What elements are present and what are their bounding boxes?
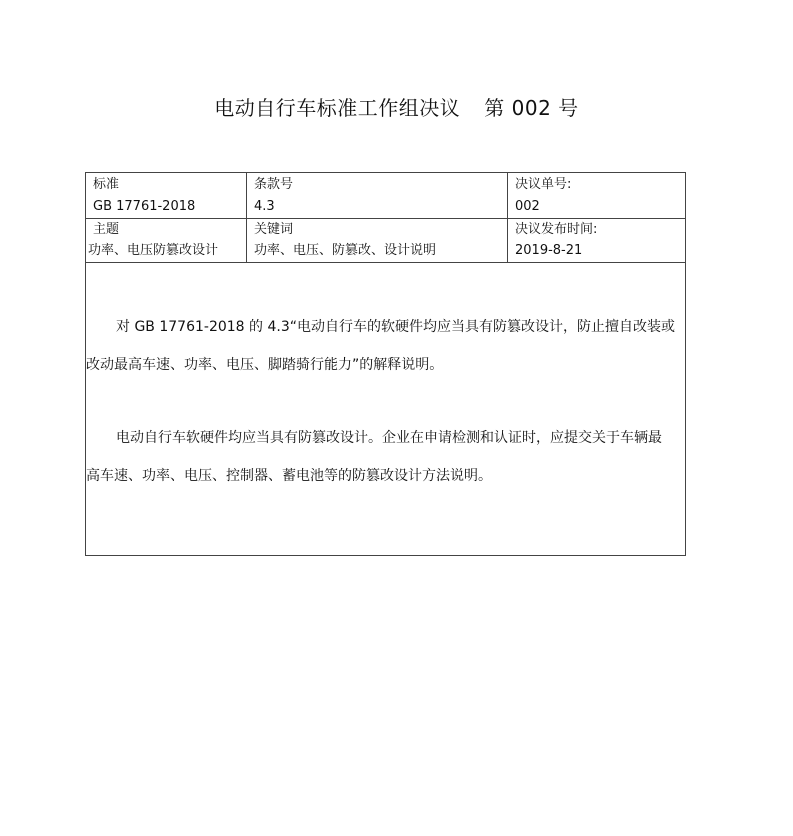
clause-value: 4.3 — [254, 199, 275, 214]
body-paragraph: 电动自行车软硬件均应当具有防篡改设计。企业在申请检测和认证时，应提交关于车辆最高车速、功率、电压、控制器、蓄电池等的防篡改设计方法说明。 — [86, 430, 662, 484]
publish-date-value: 2019-8-21 — [515, 243, 583, 258]
resolution-number-heading: 第 002 号 — [484, 96, 579, 120]
title-text: 电动自行车标准工作组决议 — [214, 96, 461, 120]
standard-value: GB 17761-2018 — [93, 199, 196, 214]
body-paragraph: 对 GB 17761-2018 的 4.3“电动自行车的软硬件均应当具有防篡改设计，防止擅自改装或改动最高车速、功率、电压、脚踏骑行能力”的解释说明。 — [86, 319, 675, 373]
standard-label: 标准 — [93, 177, 120, 192]
resolution-table — [85, 172, 686, 556]
publish-date-label: 决议发布时间: — [515, 222, 598, 237]
subject-value: 功率、电压防篡改设计 — [88, 243, 219, 258]
resolution-number-value: 002 — [515, 199, 540, 214]
subject-label: 主题 — [93, 222, 120, 237]
keywords-value: 功率、电压、防篡改、设计说明 — [254, 243, 437, 258]
keywords-label: 关键词 — [254, 222, 294, 237]
document-title — [0, 92, 793, 121]
resolution-number-label: 决议单号: — [515, 177, 572, 192]
clause-label: 条款号 — [254, 177, 294, 192]
metadata-grid — [86, 173, 685, 263]
